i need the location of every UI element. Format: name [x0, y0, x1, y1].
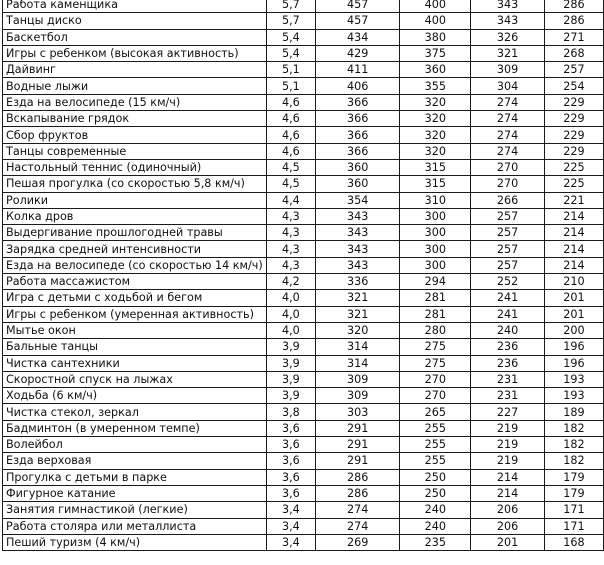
table-row: [3, 111, 604, 127]
activity-name-cell: Занятия гимнастикой (легкие): [3, 502, 267, 518]
kcal-cell-3: 231: [471, 388, 545, 404]
activity-name-cell: Работа каменщика: [3, 0, 267, 13]
table-row: [3, 355, 604, 371]
kcal-cell-1: 457: [316, 0, 400, 13]
activity-name-cell: Танцы современные: [3, 143, 267, 159]
kcal-cell-1: 343: [316, 225, 400, 241]
kcal-cell-2: 315: [400, 159, 471, 175]
met-cell: 4,6: [266, 111, 315, 127]
kcal-cell-1: 336: [316, 274, 400, 290]
kcal-cell-1: 354: [316, 192, 400, 208]
activity-name-cell: Водные лыжи: [3, 78, 267, 94]
kcal-cell-2: 240: [400, 502, 471, 518]
kcal-cell-2: 300: [400, 257, 471, 273]
kcal-cell-2: 294: [400, 274, 471, 290]
kcal-cell-1: 303: [316, 404, 400, 420]
met-cell: 4,6: [266, 143, 315, 159]
table-row: [3, 62, 604, 78]
table-row: [3, 404, 604, 420]
kcal-cell-3: 206: [471, 518, 545, 534]
activity-name-cell: Чистка сантехники: [3, 355, 267, 371]
kcal-cell-1: 406: [316, 78, 400, 94]
kcal-cell-1: 286: [316, 485, 400, 501]
kcal-cell-3: 214: [471, 469, 545, 485]
kcal-cell-2: 250: [400, 485, 471, 501]
table-row: [3, 192, 604, 208]
kcal-cell-3: 343: [471, 0, 545, 13]
table-row: [3, 0, 604, 13]
kcal-cell-2: 300: [400, 208, 471, 224]
activity-name-cell: Бадминтон (в умеренном темпе): [3, 420, 267, 436]
kcal-cell-4: 179: [544, 469, 603, 485]
kcal-cell-3: 274: [471, 127, 545, 143]
met-cell: 3,4: [266, 534, 315, 550]
kcal-cell-2: 300: [400, 225, 471, 241]
kcal-cell-1: 457: [316, 13, 400, 29]
kcal-cell-3: 236: [471, 339, 545, 355]
kcal-cell-4: 182: [544, 437, 603, 453]
kcal-cell-4: 225: [544, 176, 603, 192]
kcal-cell-2: 270: [400, 388, 471, 404]
kcal-cell-2: 281: [400, 306, 471, 322]
table-row: [3, 388, 604, 404]
kcal-cell-3: 241: [471, 306, 545, 322]
activity-name-cell: Пеший туризм (4 км/ч): [3, 534, 267, 550]
kcal-cell-2: 275: [400, 355, 471, 371]
table-row: [3, 420, 604, 436]
kcal-cell-3: 326: [471, 29, 545, 45]
met-cell: 5,7: [266, 0, 315, 13]
kcal-cell-4: 229: [544, 127, 603, 143]
kcal-cell-2: 400: [400, 0, 471, 13]
kcal-cell-4: 214: [544, 257, 603, 273]
kcal-cell-4: 168: [544, 534, 603, 550]
kcal-cell-2: 300: [400, 241, 471, 257]
table-row: [3, 176, 604, 192]
table-row: [3, 534, 604, 550]
met-cell: 3,8: [266, 404, 315, 420]
kcal-cell-4: 229: [544, 143, 603, 159]
activity-name-cell: Выдергивание прошлогодней травы: [3, 225, 267, 241]
kcal-cell-3: 309: [471, 62, 545, 78]
activity-name-cell: Ролики: [3, 192, 267, 208]
table-row: [3, 502, 604, 518]
activity-name-cell: Чистка стекол, зеркал: [3, 404, 267, 420]
table-row: [3, 143, 604, 159]
kcal-cell-2: 240: [400, 518, 471, 534]
kcal-cell-1: 291: [316, 420, 400, 436]
table-row: [3, 241, 604, 257]
table-row: [3, 518, 604, 534]
kcal-cell-4: 214: [544, 241, 603, 257]
activity-name-cell: Вскапывание грядок: [3, 111, 267, 127]
kcal-cell-4: 268: [544, 45, 603, 61]
kcal-cell-3: 236: [471, 355, 545, 371]
activity-name-cell: Баскетбол: [3, 29, 267, 45]
kcal-cell-2: 315: [400, 176, 471, 192]
kcal-cell-4: 200: [544, 322, 603, 338]
kcal-cell-2: 355: [400, 78, 471, 94]
met-cell: 3,6: [266, 453, 315, 469]
kcal-cell-2: 280: [400, 322, 471, 338]
table-row: [3, 306, 604, 322]
kcal-cell-1: 309: [316, 388, 400, 404]
met-cell: 4,6: [266, 127, 315, 143]
kcal-cell-3: 270: [471, 159, 545, 175]
met-cell: 4,3: [266, 208, 315, 224]
kcal-cell-4: 193: [544, 371, 603, 387]
table-row: [3, 453, 604, 469]
kcal-cell-1: 274: [316, 502, 400, 518]
activity-name-cell: Пешая прогулка (со скоростью 5,8 км/ч): [3, 176, 267, 192]
kcal-cell-2: 400: [400, 13, 471, 29]
activity-name-cell: Езда на велосипеде (со скоростью 14 км/ч): [3, 257, 267, 273]
kcal-cell-1: 360: [316, 176, 400, 192]
activity-calorie-table: [2, 0, 604, 551]
table-body: [3, 0, 604, 551]
kcal-cell-1: 314: [316, 355, 400, 371]
kcal-cell-2: 255: [400, 453, 471, 469]
kcal-cell-1: 366: [316, 143, 400, 159]
met-cell: 4,0: [266, 290, 315, 306]
activity-name-cell: Сбор фруктов: [3, 127, 267, 143]
kcal-cell-4: 229: [544, 94, 603, 110]
kcal-cell-1: 343: [316, 208, 400, 224]
kcal-cell-3: 227: [471, 404, 545, 420]
kcal-cell-2: 255: [400, 420, 471, 436]
met-cell: 3,9: [266, 388, 315, 404]
kcal-cell-1: 286: [316, 469, 400, 485]
kcal-cell-4: 257: [544, 62, 603, 78]
kcal-cell-4: 182: [544, 420, 603, 436]
met-cell: 4,5: [266, 176, 315, 192]
kcal-cell-4: 286: [544, 13, 603, 29]
kcal-cell-2: 255: [400, 437, 471, 453]
kcal-cell-2: 360: [400, 62, 471, 78]
kcal-cell-4: 210: [544, 274, 603, 290]
met-cell: 4,0: [266, 322, 315, 338]
kcal-cell-4: 182: [544, 453, 603, 469]
kcal-cell-1: 434: [316, 29, 400, 45]
activity-name-cell: Колка дров: [3, 208, 267, 224]
met-cell: 5,4: [266, 29, 315, 45]
table-row: [3, 257, 604, 273]
met-cell: 4,2: [266, 274, 315, 290]
met-cell: 5,1: [266, 62, 315, 78]
table-row: [3, 469, 604, 485]
met-cell: 4,3: [266, 241, 315, 257]
kcal-cell-2: 250: [400, 469, 471, 485]
kcal-cell-1: 411: [316, 62, 400, 78]
met-cell: 3,6: [266, 469, 315, 485]
kcal-cell-1: 274: [316, 518, 400, 534]
kcal-cell-1: 314: [316, 339, 400, 355]
kcal-cell-3: 206: [471, 502, 545, 518]
activity-name-cell: Мытье окон: [3, 322, 267, 338]
kcal-cell-4: 286: [544, 0, 603, 13]
activity-name-cell: Игры с ребенком (умеренная активность): [3, 306, 267, 322]
met-cell: 3,9: [266, 355, 315, 371]
kcal-cell-3: 274: [471, 111, 545, 127]
kcal-cell-3: 257: [471, 225, 545, 241]
kcal-cell-3: 219: [471, 453, 545, 469]
kcal-cell-3: 231: [471, 371, 545, 387]
activity-name-cell: Дайвинг: [3, 62, 267, 78]
table-row: [3, 13, 604, 29]
activity-name-cell: Игры с ребенком (высокая активность): [3, 45, 267, 61]
kcal-cell-2: 265: [400, 404, 471, 420]
kcal-cell-1: 321: [316, 306, 400, 322]
kcal-cell-1: 343: [316, 257, 400, 273]
kcal-cell-1: 366: [316, 111, 400, 127]
kcal-cell-4: 196: [544, 339, 603, 355]
kcal-cell-2: 320: [400, 143, 471, 159]
activity-name-cell: Волейбол: [3, 437, 267, 453]
met-cell: 4,3: [266, 225, 315, 241]
table-row: [3, 371, 604, 387]
table-row: [3, 274, 604, 290]
table-row: [3, 208, 604, 224]
kcal-cell-3: 257: [471, 241, 545, 257]
kcal-cell-4: 171: [544, 518, 603, 534]
table-row: [3, 339, 604, 355]
table-row: [3, 290, 604, 306]
kcal-cell-2: 320: [400, 127, 471, 143]
activity-name-cell: Настольный теннис (одиночный): [3, 159, 267, 175]
activity-name-cell: Езда на велосипеде (15 км/ч): [3, 94, 267, 110]
kcal-cell-3: 219: [471, 420, 545, 436]
table-row: [3, 127, 604, 143]
met-cell: 3,9: [266, 339, 315, 355]
kcal-cell-2: 235: [400, 534, 471, 550]
kcal-cell-4: 201: [544, 306, 603, 322]
table-row: [3, 225, 604, 241]
kcal-cell-3: 343: [471, 13, 545, 29]
kcal-cell-3: 274: [471, 143, 545, 159]
kcal-cell-1: 291: [316, 437, 400, 453]
kcal-cell-3: 201: [471, 534, 545, 550]
kcal-cell-1: 291: [316, 453, 400, 469]
met-cell: 3,4: [266, 518, 315, 534]
met-cell: 3,6: [266, 485, 315, 501]
kcal-cell-3: 214: [471, 485, 545, 501]
activity-name-cell: Работа столяра или металлиста: [3, 518, 267, 534]
activity-name-cell: Игра с детьми с ходьбой и бегом: [3, 290, 267, 306]
kcal-cell-3: 257: [471, 208, 545, 224]
kcal-cell-2: 380: [400, 29, 471, 45]
activity-name-cell: Езда верховая: [3, 453, 267, 469]
kcal-cell-2: 310: [400, 192, 471, 208]
kcal-cell-3: 219: [471, 437, 545, 453]
kcal-cell-2: 320: [400, 94, 471, 110]
met-cell: 3,4: [266, 502, 315, 518]
kcal-cell-3: 321: [471, 45, 545, 61]
kcal-cell-3: 274: [471, 94, 545, 110]
activity-name-cell: Фигурное катание: [3, 485, 267, 501]
activity-name-cell: Скоростной спуск на лыжах: [3, 371, 267, 387]
met-cell: 4,3: [266, 257, 315, 273]
met-cell: 5,4: [266, 45, 315, 61]
kcal-cell-4: 196: [544, 355, 603, 371]
table-row: [3, 94, 604, 110]
met-cell: 3,9: [266, 371, 315, 387]
kcal-cell-3: 240: [471, 322, 545, 338]
kcal-cell-4: 189: [544, 404, 603, 420]
activity-name-cell: Ходьба (6 км/ч): [3, 388, 267, 404]
kcal-cell-4: 201: [544, 290, 603, 306]
kcal-cell-2: 320: [400, 111, 471, 127]
kcal-cell-1: 366: [316, 127, 400, 143]
kcal-cell-2: 270: [400, 371, 471, 387]
kcal-cell-1: 269: [316, 534, 400, 550]
kcal-cell-4: 221: [544, 192, 603, 208]
kcal-cell-3: 252: [471, 274, 545, 290]
kcal-cell-4: 271: [544, 29, 603, 45]
met-cell: 4,6: [266, 94, 315, 110]
kcal-cell-2: 275: [400, 339, 471, 355]
table-row: [3, 437, 604, 453]
table-row: [3, 485, 604, 501]
kcal-cell-2: 281: [400, 290, 471, 306]
kcal-cell-4: 171: [544, 502, 603, 518]
met-cell: 4,0: [266, 306, 315, 322]
kcal-cell-2: 375: [400, 45, 471, 61]
table-row: [3, 159, 604, 175]
kcal-cell-1: 320: [316, 322, 400, 338]
met-cell: 3,6: [266, 420, 315, 436]
met-cell: 5,1: [266, 78, 315, 94]
kcal-cell-1: 309: [316, 371, 400, 387]
table-row: [3, 29, 604, 45]
kcal-cell-3: 304: [471, 78, 545, 94]
kcal-cell-3: 257: [471, 257, 545, 273]
met-cell: 3,6: [266, 437, 315, 453]
activity-name-cell: Бальные танцы: [3, 339, 267, 355]
kcal-cell-4: 229: [544, 111, 603, 127]
kcal-cell-4: 193: [544, 388, 603, 404]
table-row: [3, 322, 604, 338]
kcal-cell-3: 241: [471, 290, 545, 306]
activity-name-cell: Зарядка средней интенсивности: [3, 241, 267, 257]
activity-name-cell: Работа массажистом: [3, 274, 267, 290]
kcal-cell-1: 429: [316, 45, 400, 61]
kcal-cell-4: 254: [544, 78, 603, 94]
activity-name-cell: Прогулка с детьми в парке: [3, 469, 267, 485]
kcal-cell-1: 360: [316, 159, 400, 175]
activity-name-cell: Танцы диско: [3, 13, 267, 29]
kcal-cell-3: 270: [471, 176, 545, 192]
met-cell: 4,5: [266, 159, 315, 175]
kcal-cell-3: 266: [471, 192, 545, 208]
table-row: [3, 78, 604, 94]
kcal-cell-4: 225: [544, 159, 603, 175]
table-row: [3, 45, 604, 61]
kcal-cell-1: 321: [316, 290, 400, 306]
kcal-cell-4: 179: [544, 485, 603, 501]
met-cell: 4,4: [266, 192, 315, 208]
kcal-cell-4: 214: [544, 225, 603, 241]
kcal-cell-1: 366: [316, 94, 400, 110]
met-cell: 5,7: [266, 13, 315, 29]
kcal-cell-4: 214: [544, 208, 603, 224]
kcal-cell-1: 343: [316, 241, 400, 257]
